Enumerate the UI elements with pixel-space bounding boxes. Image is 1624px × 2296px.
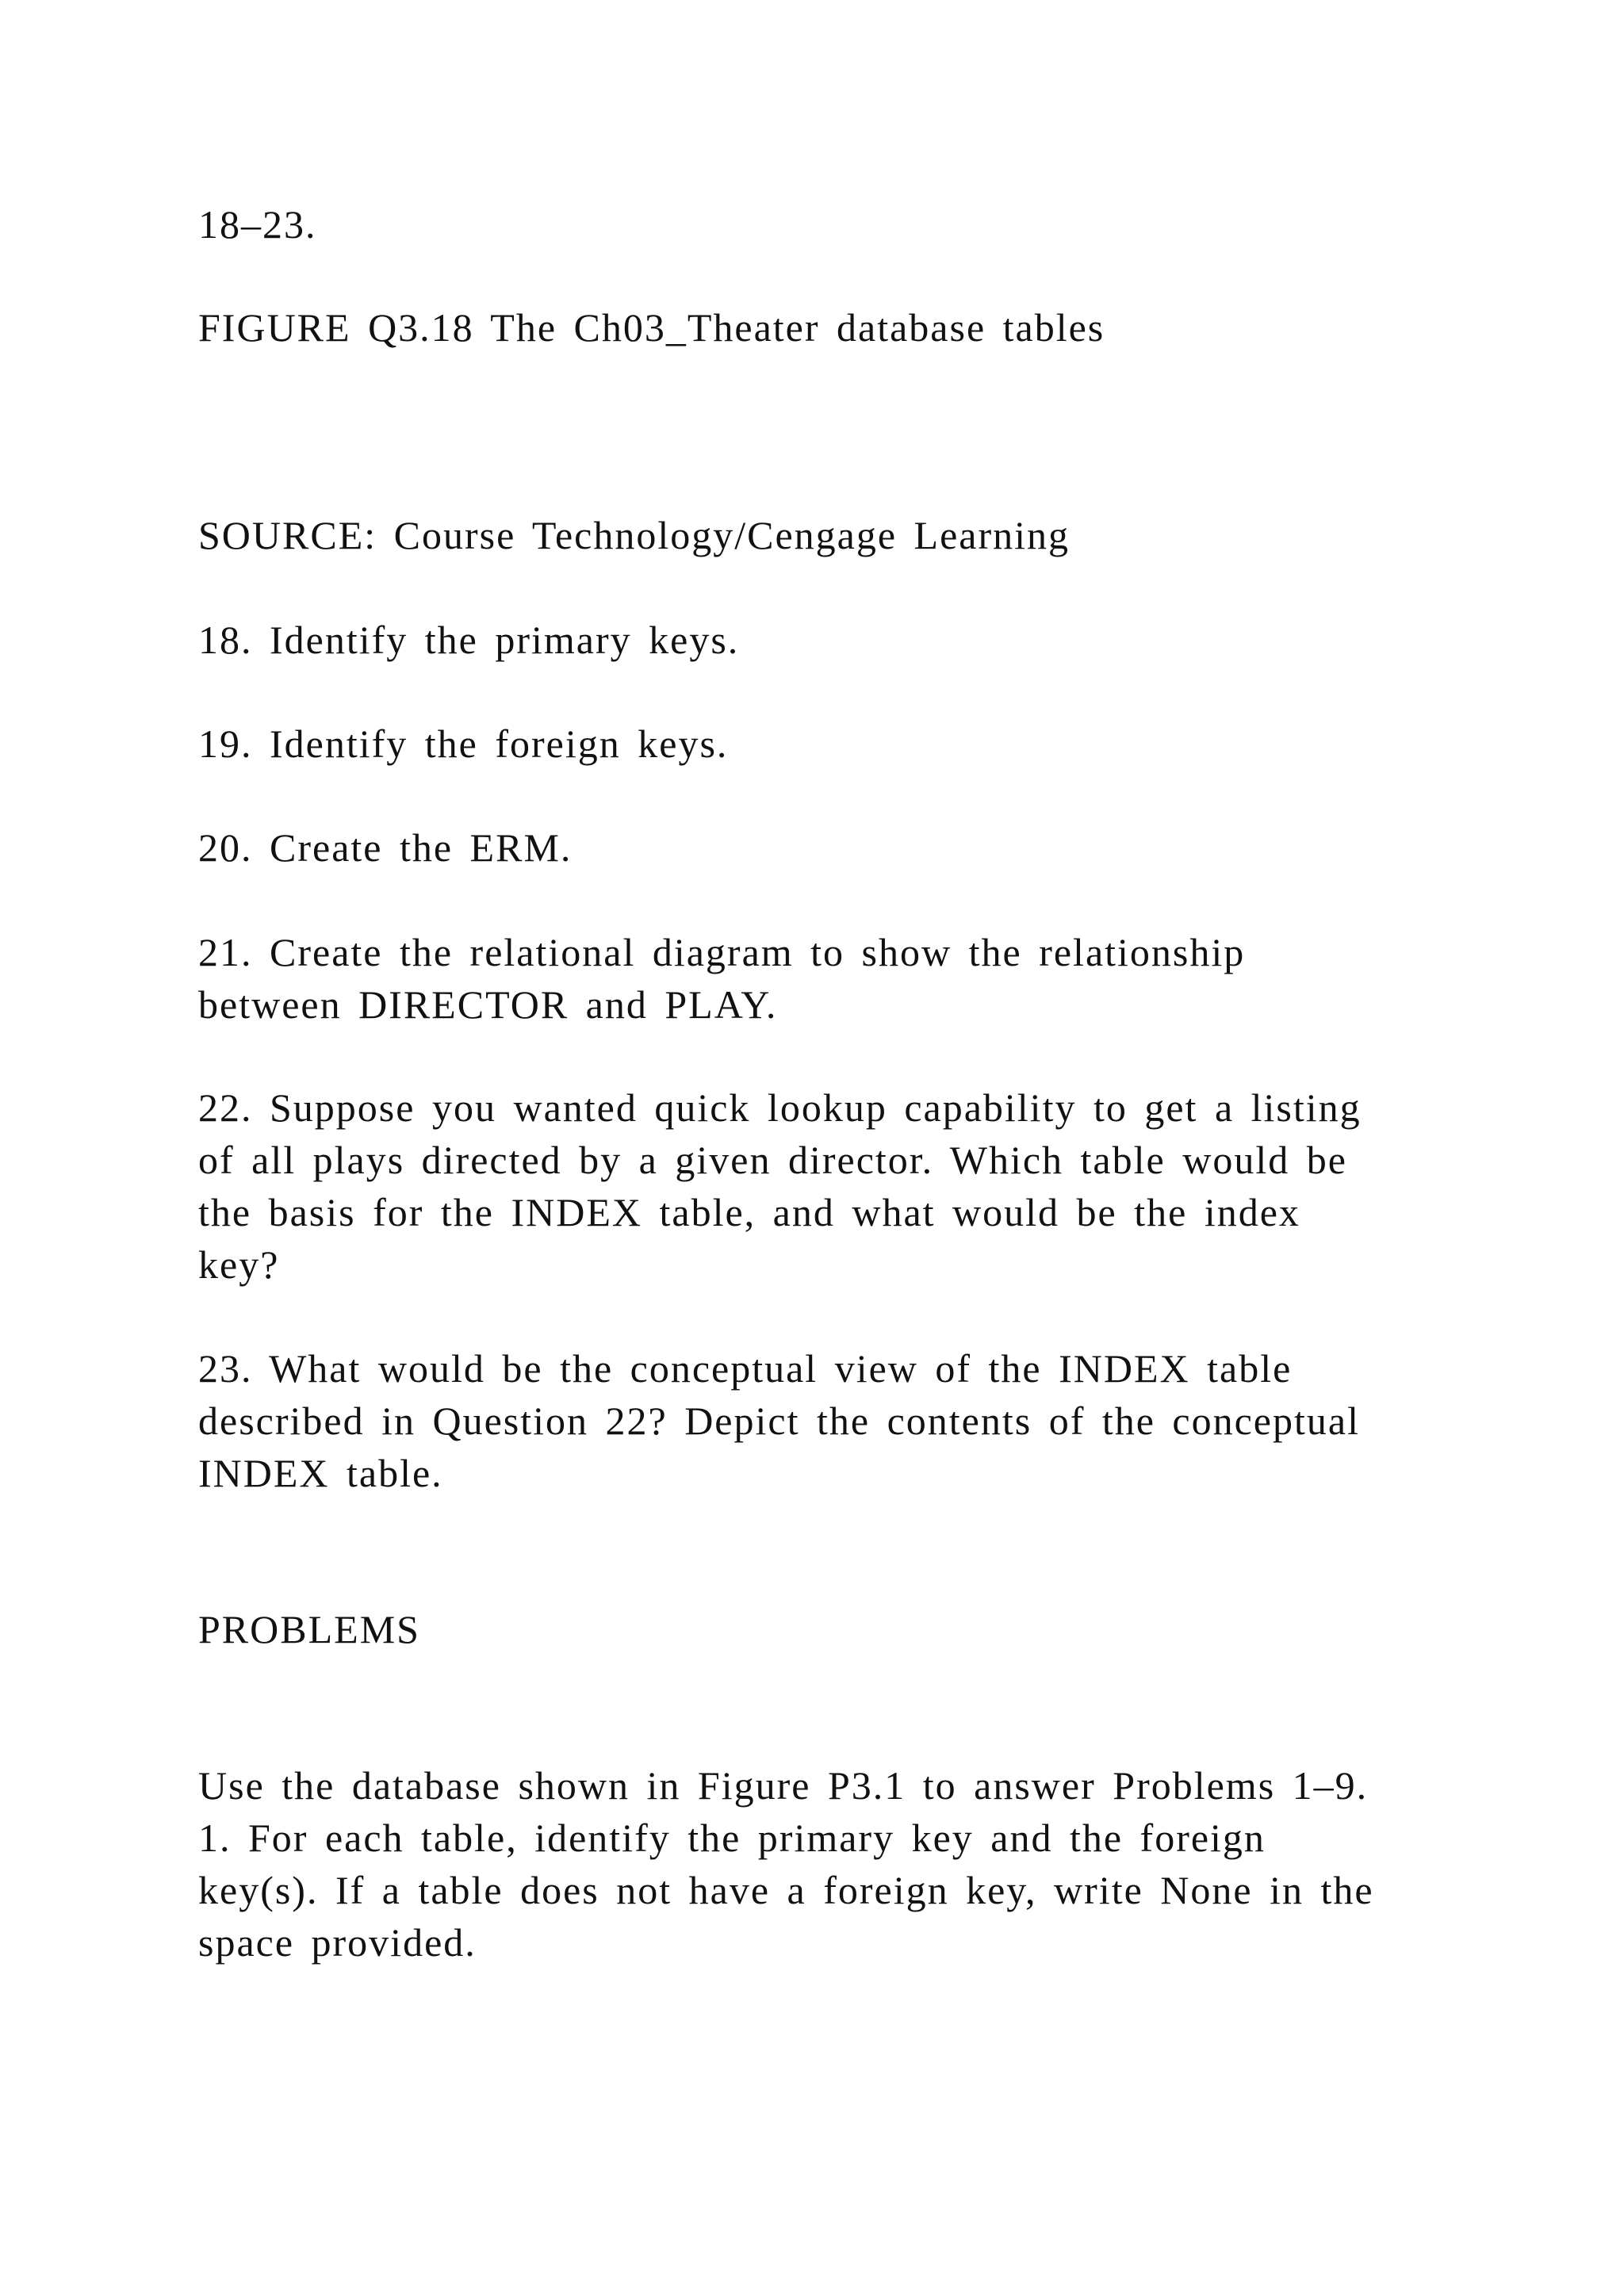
question-21 <box>198 926 1467 1031</box>
questions-range <box>198 198 1467 251</box>
question-22 <box>198 1081 1467 1291</box>
text-line: between DIRECTOR and PLAY. <box>198 982 778 1027</box>
question-23 <box>198 1342 1467 1499</box>
text-line: INDEX table. <box>198 1451 443 1495</box>
question-20 <box>198 821 1467 874</box>
problems-section <box>198 1759 1467 1969</box>
source-line <box>198 509 1467 561</box>
text-line: 21. Create the relational diagram to show the relationship <box>198 930 1246 974</box>
text-line: key? <box>198 1242 280 1287</box>
question-18 <box>198 614 1467 666</box>
text-line: 23. What would be the conceptual view of the INDEX table <box>198 1346 1293 1391</box>
text-line: the basis for the INDEX table, and what would be the index <box>198 1190 1300 1234</box>
text-line: 22. Suppose you wanted quick lookup capability to get a listing <box>198 1085 1362 1130</box>
problems-intro: Use the database shown in Figure P3.1 to answer Problems 1–9. <box>198 1763 1369 1808</box>
text-line: FIGURE Q3.18 The Ch03_Theater database tables <box>198 305 1105 350</box>
text-line: SOURCE: Course Technology/Cengage Learning <box>198 513 1071 557</box>
text-line: 19. Identify the foreign keys. <box>198 721 729 766</box>
text-line: PROBLEMS <box>198 1607 420 1651</box>
question-19 <box>198 718 1467 770</box>
problem-1-line: space provided. <box>198 1920 477 1965</box>
section-heading-problems <box>198 1603 1467 1655</box>
figure-caption <box>198 301 1467 354</box>
text-line: 18. Identify the primary keys. <box>198 618 740 662</box>
text-line: of all plays directed by a given director. Which table would be <box>198 1138 1347 1182</box>
problem-1-line: 1. For each table, identify the primary key and the foreign <box>198 1816 1266 1860</box>
text-line: 20. Create the ERM. <box>198 825 573 870</box>
text-line: described in Question 22? Depict the contents of the conceptual <box>198 1399 1360 1443</box>
problem-1-line: key(s). If a table does not have a foreign key, write None in the <box>198 1868 1374 1912</box>
text-line: 18–23. <box>198 202 317 247</box>
